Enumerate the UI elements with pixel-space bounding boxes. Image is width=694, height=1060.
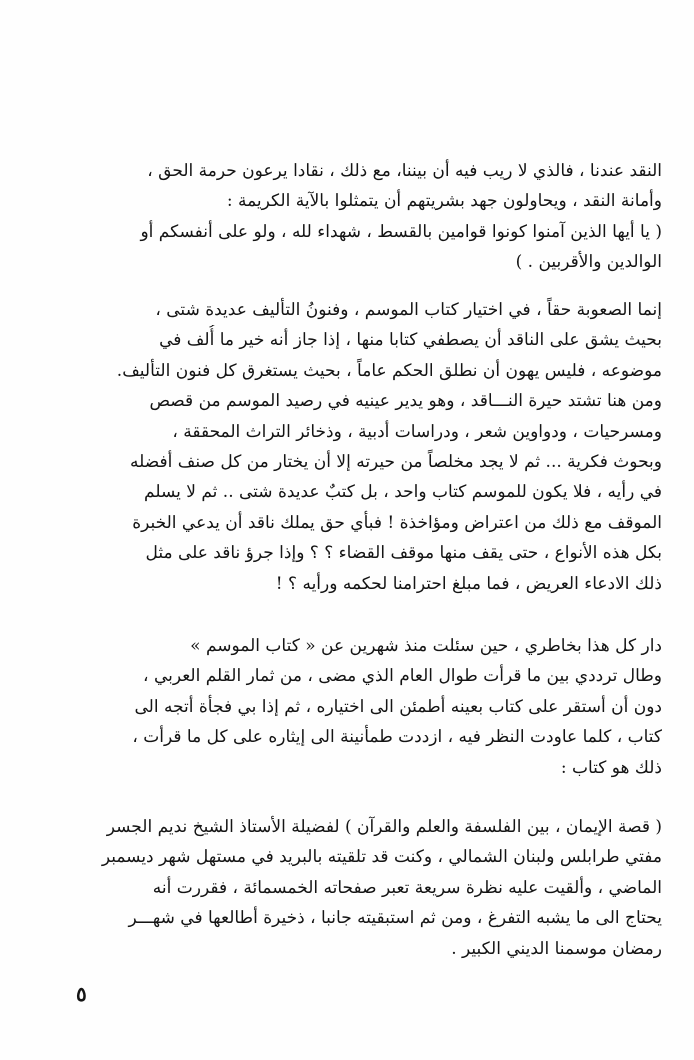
text-line: ذلك هو كتاب : [560, 757, 662, 778]
text-line: رمضان موسمنا الديني الكبير . [451, 938, 662, 959]
text-line: وطال ترددي بين ما قرأت طوال العام الذي مضى ، من ثمار القلم العربي ، [143, 666, 662, 687]
text-line: بكل هذه الأنواع ، حتى يقف منها موقف القضاء ؟ ؟ وإذا جرؤ ناقد على مثل [145, 543, 662, 564]
text-line: دون أن أستقر على كتاب بعينه أطمئن الى اختياره ، ثم إذا بي فجأة أتجه الى [134, 696, 662, 717]
paragraph-3 [46, 631, 662, 783]
text-line: ( قصة الإيمان ، بين الفلسفة والعلم والقرآن ) لفضيلة الأستاذ الشيخ نديم الجسر [106, 817, 662, 837]
paragraph-1 [46, 156, 662, 278]
text-line: موضوعه ، فليس يهون أن نطلق الحكم عاماً ، بحيث يستغرق كل فنون التأليف. [116, 360, 662, 381]
page-number: ٥ [76, 982, 87, 1006]
text-line: إنما الصعوبة حقاً ، في اختيار كتاب الموسم ، وفنونُ التأليف عديدة شتى ، [155, 300, 662, 320]
text-line: في رأيه ، فلا يكون للموسم كتاب واحد ، بل كتبٌ عديدة شتى .. ثم لا يسلم [144, 482, 662, 503]
text-line: ومن هنا تشتد حيرة النـــاقد ، وهو يدير عينيه في رصيد الموسم من قصص [149, 391, 662, 412]
text-line: النقد عندنا ، فالذي لا ريب فيه أن بيننا، مع ذلك ، نقادا يرعون حرمة الحق ، [147, 161, 662, 181]
text-line: دار كل هذا بخاطري ، حين سئلت منذ شهرين عن « كتاب الموسم » [190, 636, 662, 656]
text-line: الموقف مع ذلك من اعتراض ومؤاخذة ! فبأي حق يملك ناقد أن يدعي الخبرة [132, 512, 662, 533]
text-line: الوالدين والأقربين . ) [515, 252, 662, 273]
paragraph-2 [46, 295, 662, 599]
text-line: بحيث يشق على الناقد أن يصطفي كتابا منها ، إذا جاز أنه خير ما أُلف في [159, 330, 662, 351]
text-line: الماضي ، وألقيت عليه نظرة سريعة تعبر صفحاته الخمسمائة ، فقررت أنه [152, 877, 662, 898]
text-line: يحتاج الى ما يشبه التفرغ ، ومن ثم استبقيته جانبا ، ذخيرة أطالعها في شهـــر [128, 908, 662, 929]
text-line: وأمانة النقد ، ويحاولون جهد بشريتهم أن يتمثلوا بالآية الكريمة : [226, 191, 662, 212]
text-line: مفتي طرابلس ولبنان الشمالي ، وكنت قد تلقيته بالبريد في مستهل شهر ديسمبر [101, 847, 662, 868]
text-line: وبحوث فكرية ... ثم لا يجد مخلصاً من حيرته إلا أن يختار من كل صنف أفضله [130, 452, 662, 473]
text-line: كتاب ، كلما عاودت النظر فيه ، ازددت طمأنينة الى إيثاره على كل ما قرأت ، [132, 727, 662, 748]
text-line: ومسرحيات ، ودواوين شعر ، ودراسات أدبية ، وذخائر التراث المحققة ، [172, 421, 662, 442]
text-line: ذلك الادعاء العريض ، فما مبلغ احترامنا لحكمه ورأيه ؟ ! [275, 573, 662, 594]
text-line: ( يا أيها الذين آمنوا كونوا قوامين بالقسط ، شهداء لله ، ولو على أنفسكم أو [140, 221, 662, 242]
paragraph-4 [46, 812, 662, 964]
